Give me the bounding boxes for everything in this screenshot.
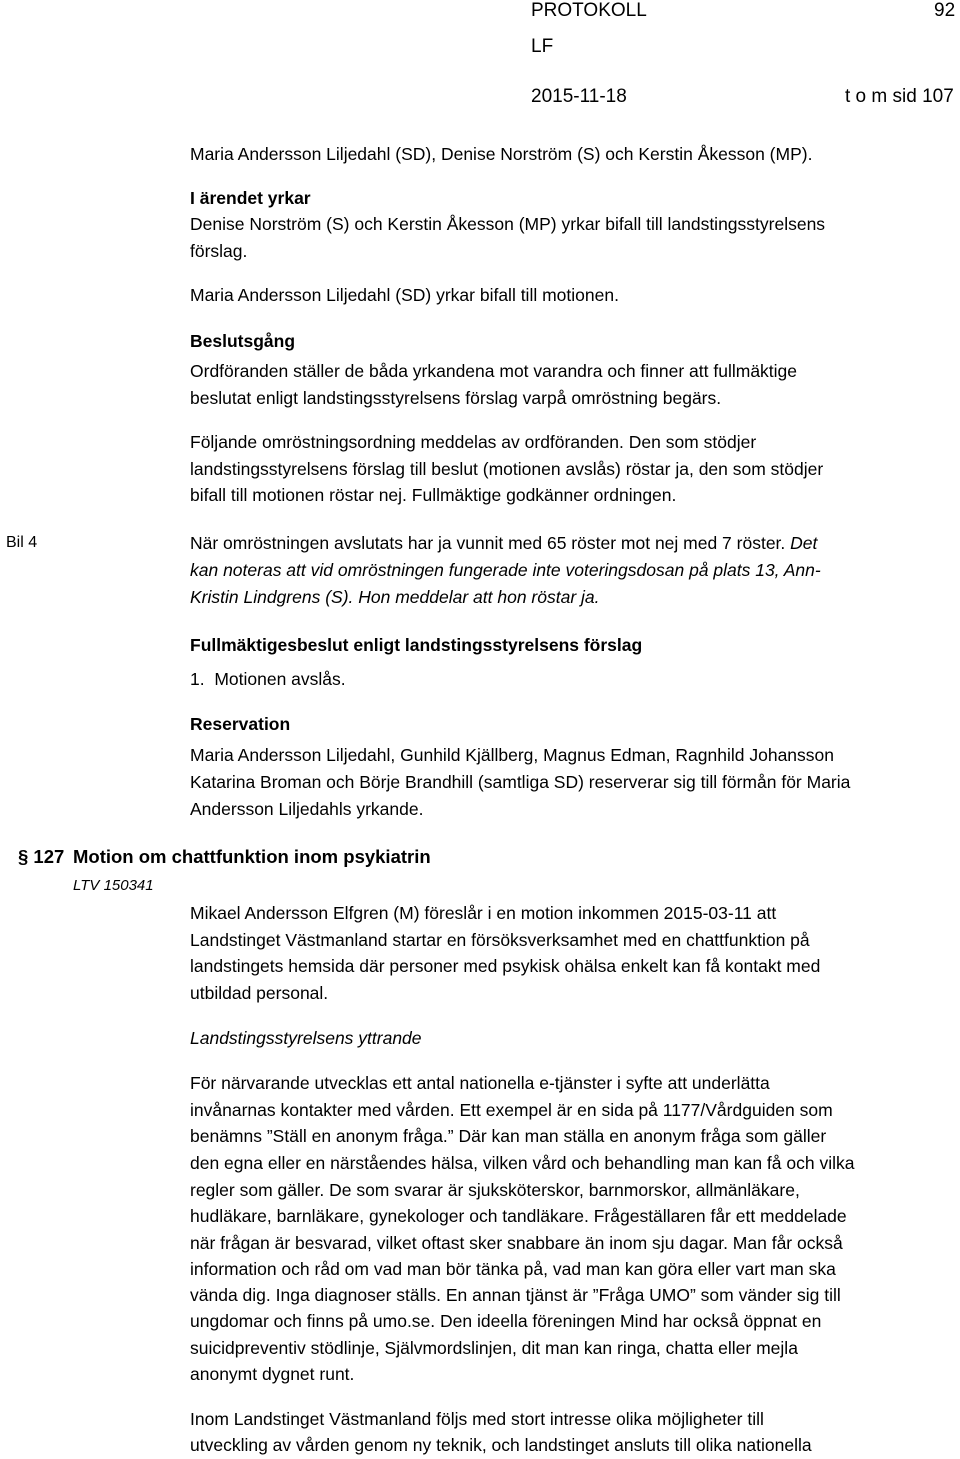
yttrande-line: regler som gäller. De som svarar är sjuksköterskor, barnmorskor, allmänläkare, xyxy=(190,1180,800,1200)
final-line: Inom Landstinget Västmanland följs med stort intresse olika möjligheter till xyxy=(190,1409,764,1429)
yttrande-line: För närvarande utvecklas ett antal nationella e-tjänster i syfte att underlätta xyxy=(190,1073,770,1093)
vote-note-line: kan noteras att vid omröstningen fungerade inte voteringsdosan på plats 13, Ann- xyxy=(190,560,821,580)
reservation-line: Andersson Liljedahls yrkande. xyxy=(190,799,424,819)
motion-line: utbildad personal. xyxy=(190,983,329,1003)
ordning-line: Följande omröstningsordning meddelas av ordföranden. Den som stödjer xyxy=(190,432,757,452)
header-org: LF xyxy=(531,36,554,57)
yttrande-line: benämns ”Ställ en anonym fråga.” Där kan man ställa en anonym fråga som gäller xyxy=(190,1126,827,1146)
yttrande-line: ungdomar och finns på umo.se. Den ideella föreningen Mind har också öppnat en xyxy=(190,1311,822,1331)
yttrande-heading: Landstingsstyrelsens yttrande xyxy=(190,1028,422,1048)
vote-note-line: Kristin Lindgrens (S). Hon meddelar att hon röstar ja. xyxy=(190,587,600,607)
beslutsgang-line: beslutat enligt landstingsstyrelsens förslag varpå omröstning begärs. xyxy=(190,388,722,408)
section-number: § 127 xyxy=(18,846,65,867)
beslutsgang-heading: Beslutsgång xyxy=(190,331,296,351)
reservation-heading: Reservation xyxy=(190,714,291,734)
reservation-line: Maria Andersson Liljedahl, Gunhild Kjällberg, Magnus Edman, Ragnhild Johansson xyxy=(190,745,834,765)
final-line: utveckling av vården genom ny teknik, och landstinget ansluts till olika nationella xyxy=(190,1435,812,1455)
case-title: Motion om chattfunktion inom psykiatrin xyxy=(73,846,431,867)
header-page-number: 92 xyxy=(934,0,956,21)
vote-line xyxy=(190,530,817,557)
beslut-heading: Fullmäktigesbeslut enligt landstingsstyrelsens förslag xyxy=(190,635,643,655)
yttrande-line: suicidpreventiv stödlinje, Självmordslinjen, dit man kan ringa, chatta eller mejla xyxy=(190,1338,798,1358)
yttrande-line: den egna eller en närståendes hälsa, vilken vård och behandling man kan få och vilka xyxy=(190,1153,855,1173)
reservation-line: Katarina Broman och Börje Brandhill (samtliga SD) reserverar sig till förmån för Maria xyxy=(190,772,851,792)
intro-line: Maria Andersson Liljedahl (SD), Denise Norström (S) och Kerstin Åkesson (MP). xyxy=(190,144,813,164)
yttrande-line: information och råd om vad man bör tänka på, vad man kan göra eller vart man ska xyxy=(190,1259,836,1279)
yrkar-line: Maria Andersson Liljedahl (SD) yrkar bifall till motionen. xyxy=(190,285,619,305)
vote-result: När omröstningen avslutats har ja vunnit med 65 röster mot nej med 7 röster. xyxy=(190,533,786,553)
yttrande-line: när frågan är besvarad, vilket oftast sker snabbare än inom sju dagar. Man får också xyxy=(190,1233,843,1253)
header-doc-type: PROTOKOLL xyxy=(531,0,647,21)
yttrande-line: invånarnas kontakter med vården. Ett exempel är en sida på 1177/Vårdguiden som xyxy=(190,1100,833,1120)
ordning-line: bifall till motionen röstar nej. Fullmäktige godkänner ordningen. xyxy=(190,485,677,505)
attachment-label: Bil 4 xyxy=(6,534,38,551)
yrkar-heading: I ärendet yrkar xyxy=(190,188,311,208)
motion-line: landstingets hemsida där personer med psykisk ohälsa enkelt kan få kontakt med xyxy=(190,956,821,976)
yttrande-line: anonymt dygnet runt. xyxy=(190,1364,355,1384)
yrkar-line: förslag. xyxy=(190,241,248,261)
yrkar-line: Denise Norström (S) och Kerstin Åkesson (MP) yrkar bifall till landstingsstyrelsens xyxy=(190,214,826,234)
yttrande-line: vända dig. Inga diagnoser ställs. En annan tjänst är ”Fråga UMO” som vänder sig till xyxy=(190,1285,841,1305)
ordning-line: landstingsstyrelsens förslag till beslut (motionen avslås) röstar ja, den som stödjer xyxy=(190,459,824,479)
yttrande-line: hudläkare, barnläkare, gynekologer och tandläkare. Frågeställaren får ett meddelade xyxy=(190,1206,847,1226)
motion-line: Mikael Andersson Elfgren (M) föreslår i en motion inkommen 2015-03-11 att xyxy=(190,903,777,923)
beslutsgang-line: Ordföranden ställer de båda yrkandena mot varandra och finner att fullmäktige xyxy=(190,361,798,381)
header-date: 2015-11-18 xyxy=(531,86,627,107)
case-reference: LTV 150341 xyxy=(73,877,154,894)
beslut-item: 1. Motionen avslås. xyxy=(190,669,346,689)
motion-line: Landstinget Västmanland startar en försöksverksamhet med en chattfunktion på xyxy=(190,930,810,950)
header-page-range: t o m sid 107 xyxy=(845,86,954,107)
vote-note-start: Det xyxy=(790,533,818,553)
